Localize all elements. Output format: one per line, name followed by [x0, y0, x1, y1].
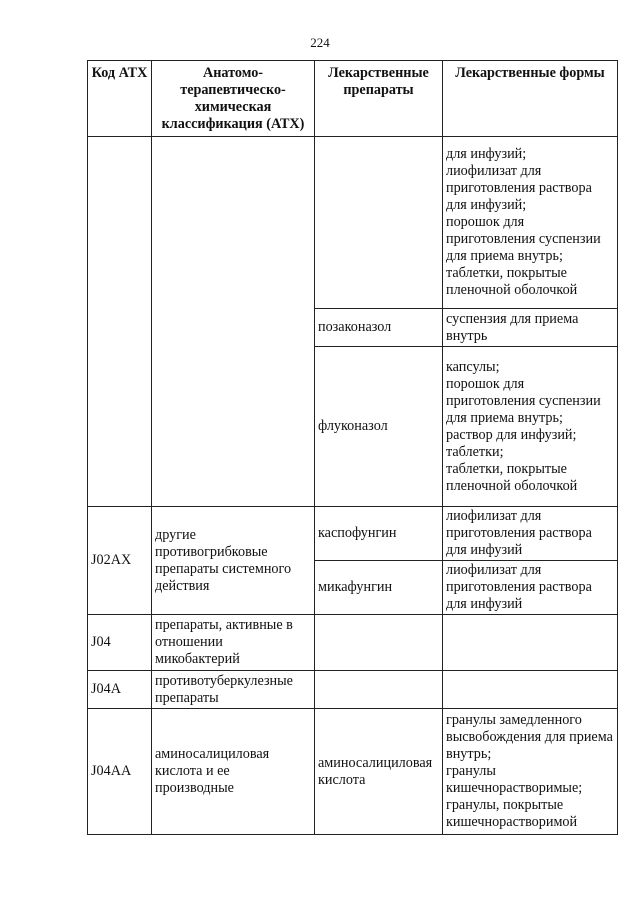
- classification-cell-j04aa: аминосалициловая кислота и ее производные: [152, 709, 315, 835]
- header-drugs: Лекарственные препараты: [315, 61, 443, 137]
- code-cell-j04a: J04A: [88, 671, 152, 709]
- drug-cell-posaconazole: позаконазол: [315, 309, 443, 347]
- table-row: [88, 709, 618, 835]
- classification-cell-j02ax: другие противогрибковые препараты системного действия: [152, 507, 315, 615]
- forms-cell-caspofungin: лиофилизат для приготовления раствора для инфузий: [443, 507, 618, 561]
- classification-cell-j04a: противотуберкулезные препараты: [152, 671, 315, 709]
- drug-cell-aminosalicylic-acid: аминосалициловая кислота: [315, 709, 443, 835]
- header-code: Код АТХ: [88, 61, 152, 137]
- drug-cell-empty: [315, 615, 443, 671]
- code-cell-j04aa: J04AA: [88, 709, 152, 835]
- drug-cell-empty: [315, 671, 443, 709]
- drug-cell-micafungin: микафунгин: [315, 561, 443, 615]
- code-cell-empty: [88, 137, 152, 507]
- classification-cell-empty: [152, 137, 315, 507]
- page-number: 224: [310, 35, 330, 50]
- forms-cell-aminosalicylic-acid: гранулы замедленного высвобождения для приема внутрь; гранулы кишечнорастворимые; гранулы, покрытые кишечнорастворимой: [443, 709, 618, 835]
- table-row: [88, 671, 618, 709]
- atx-drug-table: [87, 60, 618, 835]
- table-row: [88, 137, 618, 309]
- forms-cell-fluconazole: капсулы; порошок для приготовления суспензии для приема внутрь; раствор для инфузий; таблетки; таблетки, покрытые пленочной оболочкой: [443, 347, 618, 507]
- table-row: [88, 507, 618, 561]
- drug-cell-fluconazole: флуконазол: [315, 347, 443, 507]
- header-classification: Анатомо-терапевтическо-химическая классификация (АТХ): [152, 61, 315, 137]
- drug-cell-caspofungin: каспофунгин: [315, 507, 443, 561]
- forms-cell: для инфузий; лиофилизат для приготовления раствора для инфузий; порошок для приготовления суспензии для приема внутрь; таблетки, покрытые пленочной оболочкой: [443, 137, 618, 309]
- forms-cell-empty: [443, 671, 618, 709]
- header-forms: Лекарственные формы: [443, 61, 618, 137]
- code-cell-j02ax: J02AX: [88, 507, 152, 615]
- table-header-row: [88, 61, 618, 137]
- table-row: [88, 615, 618, 671]
- forms-cell-empty: [443, 615, 618, 671]
- code-cell-j04: J04: [88, 615, 152, 671]
- forms-cell-posaconazole: суспензия для приема внутрь: [443, 309, 618, 347]
- classification-cell-j04: препараты, активные в отношении микобактерий: [152, 615, 315, 671]
- drug-cell-empty: [315, 137, 443, 309]
- forms-cell-micafungin: лиофилизат для приготовления раствора для инфузий: [443, 561, 618, 615]
